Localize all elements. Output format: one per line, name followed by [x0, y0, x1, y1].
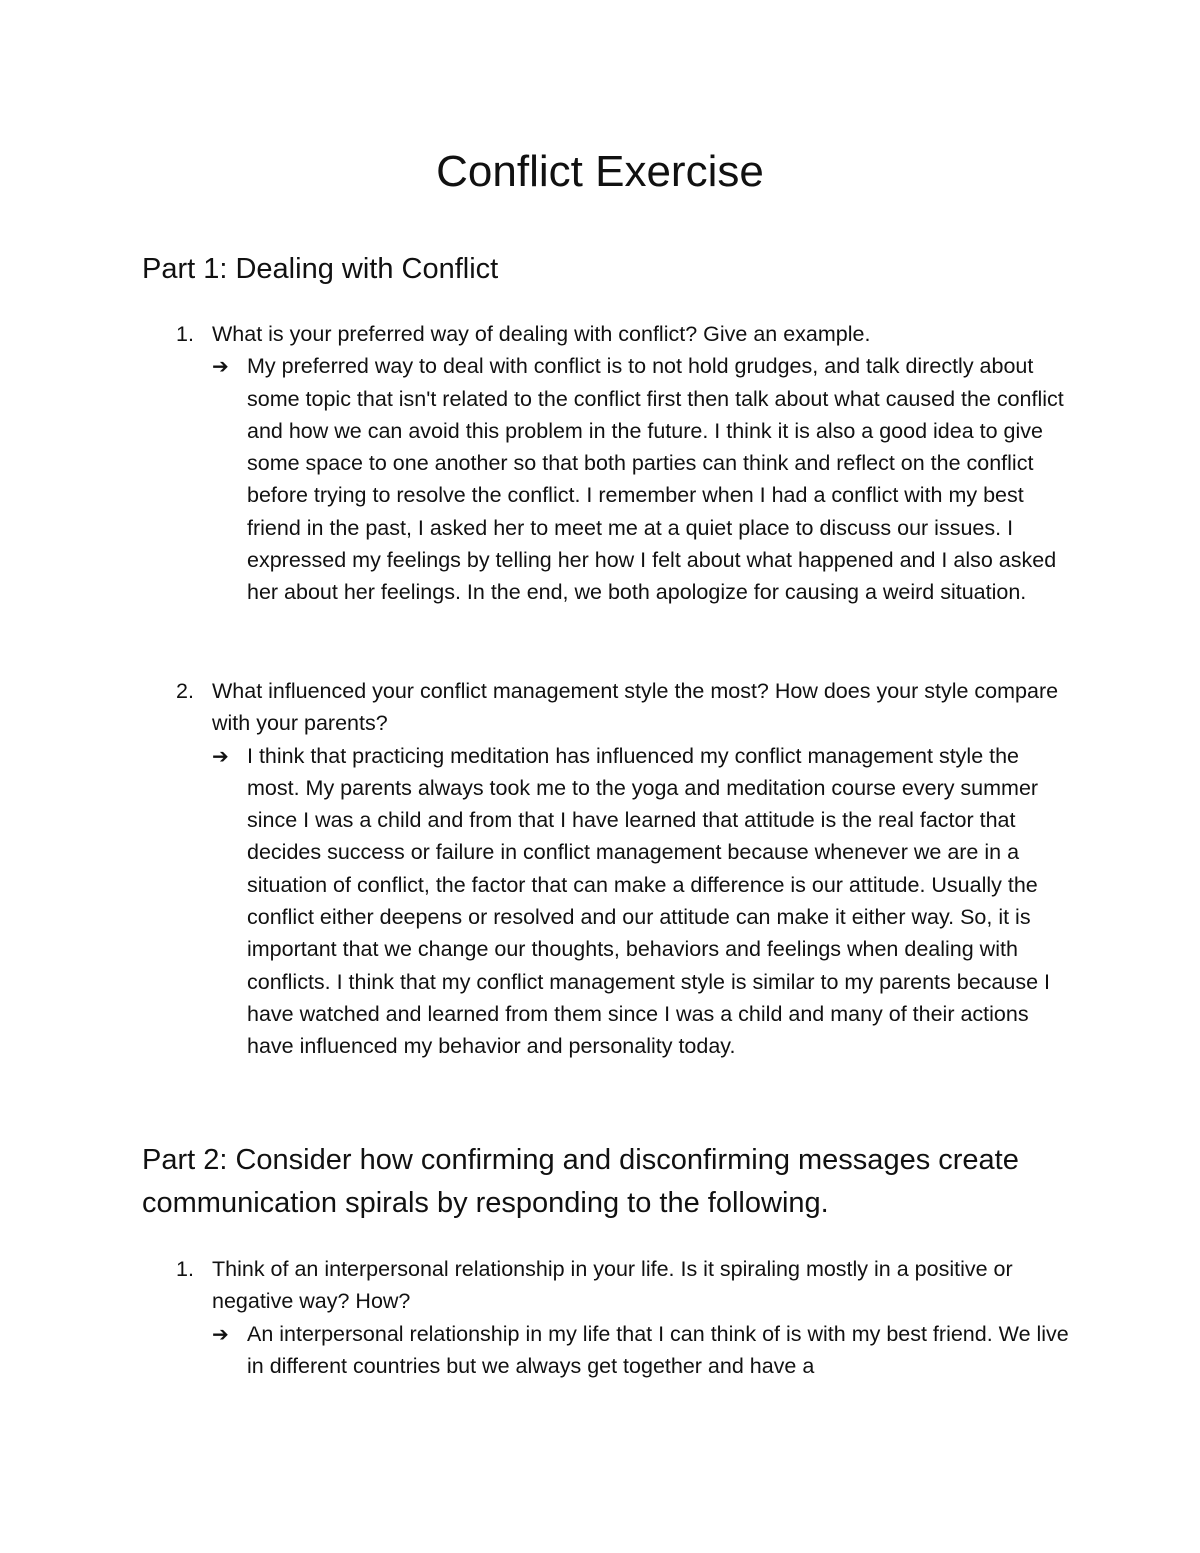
question-number: 2.: [176, 679, 194, 703]
question-text: What is your preferred way of dealing with conflict? Give an example.: [212, 322, 871, 346]
answer-text: I think that practicing meditation has influenced my conflict management style the most. My parents always took me to the yoga and meditation course every summer since I was a child and from that I have learned that attitude is the real factor that decides success or failure in conflict management because whenever we are in a situation of conflict, the factor that can make a difference is our attitude. Usually the conflict either deepens or resolved and our attitude can make it either way. So, it is important that we change our thoughts, behaviors and feelings when dealing with conflicts. I think that my conflict management style is similar to my parents because I have watched and learned from them since I was a child and many of their actions have influenced my behavior and personality today.: [247, 743, 1050, 1059]
arrow-bullet-icon: ➔: [212, 743, 229, 768]
part1-heading: Part 1: Dealing with Conflict: [142, 253, 499, 285]
answer: [142, 350, 1072, 608]
answer-text: An interpersonal relationship in my life that I can think of is with my best friend. We live in different countries but we always get together and have a: [247, 1321, 1069, 1378]
part2-item-1: [142, 1253, 1072, 1382]
answer: [142, 740, 1072, 1063]
answer: [142, 1318, 1072, 1383]
question-text: Think of an interpersonal relationship in your life. Is it spiraling mostly in a positive or negative way? How?: [212, 1257, 1013, 1314]
part1-item-2: [142, 675, 1072, 1063]
document-title: Conflict Exercise: [436, 147, 764, 196]
answer-text: My preferred way to deal with conflict is to not hold grudges, and talk directly about some topic that isn't related to the conflict first then talk about what caused the conflict and how we can avoid this problem in the future. I think it is also a good idea to give some space to one another so that both parties can think and reflect on the conflict before trying to resolve the conflict. I remember when I had a conflict with my best friend in the past, I asked her to meet me at a quiet place to discuss our issues. I expressed my feelings by telling her how I felt about what happened and I also asked her about her feelings. In the end, we both apologize for causing a weird situation.: [247, 354, 1064, 605]
question-number: 1.: [176, 1257, 194, 1281]
question: [142, 675, 1072, 740]
part1-item-1: [142, 318, 1072, 609]
question-number: 1.: [176, 322, 194, 346]
part2-heading: Part 2: Consider how confirming and disconfirming messages create communication spirals by responding to the following.: [142, 1144, 1019, 1219]
question: [142, 318, 1072, 350]
arrow-bullet-icon: ➔: [212, 354, 229, 379]
question: [142, 1253, 1072, 1318]
question-text: What influenced your conflict management style the most? How does your style compare with your parents?: [212, 679, 1059, 736]
arrow-bullet-icon: ➔: [212, 1321, 229, 1346]
